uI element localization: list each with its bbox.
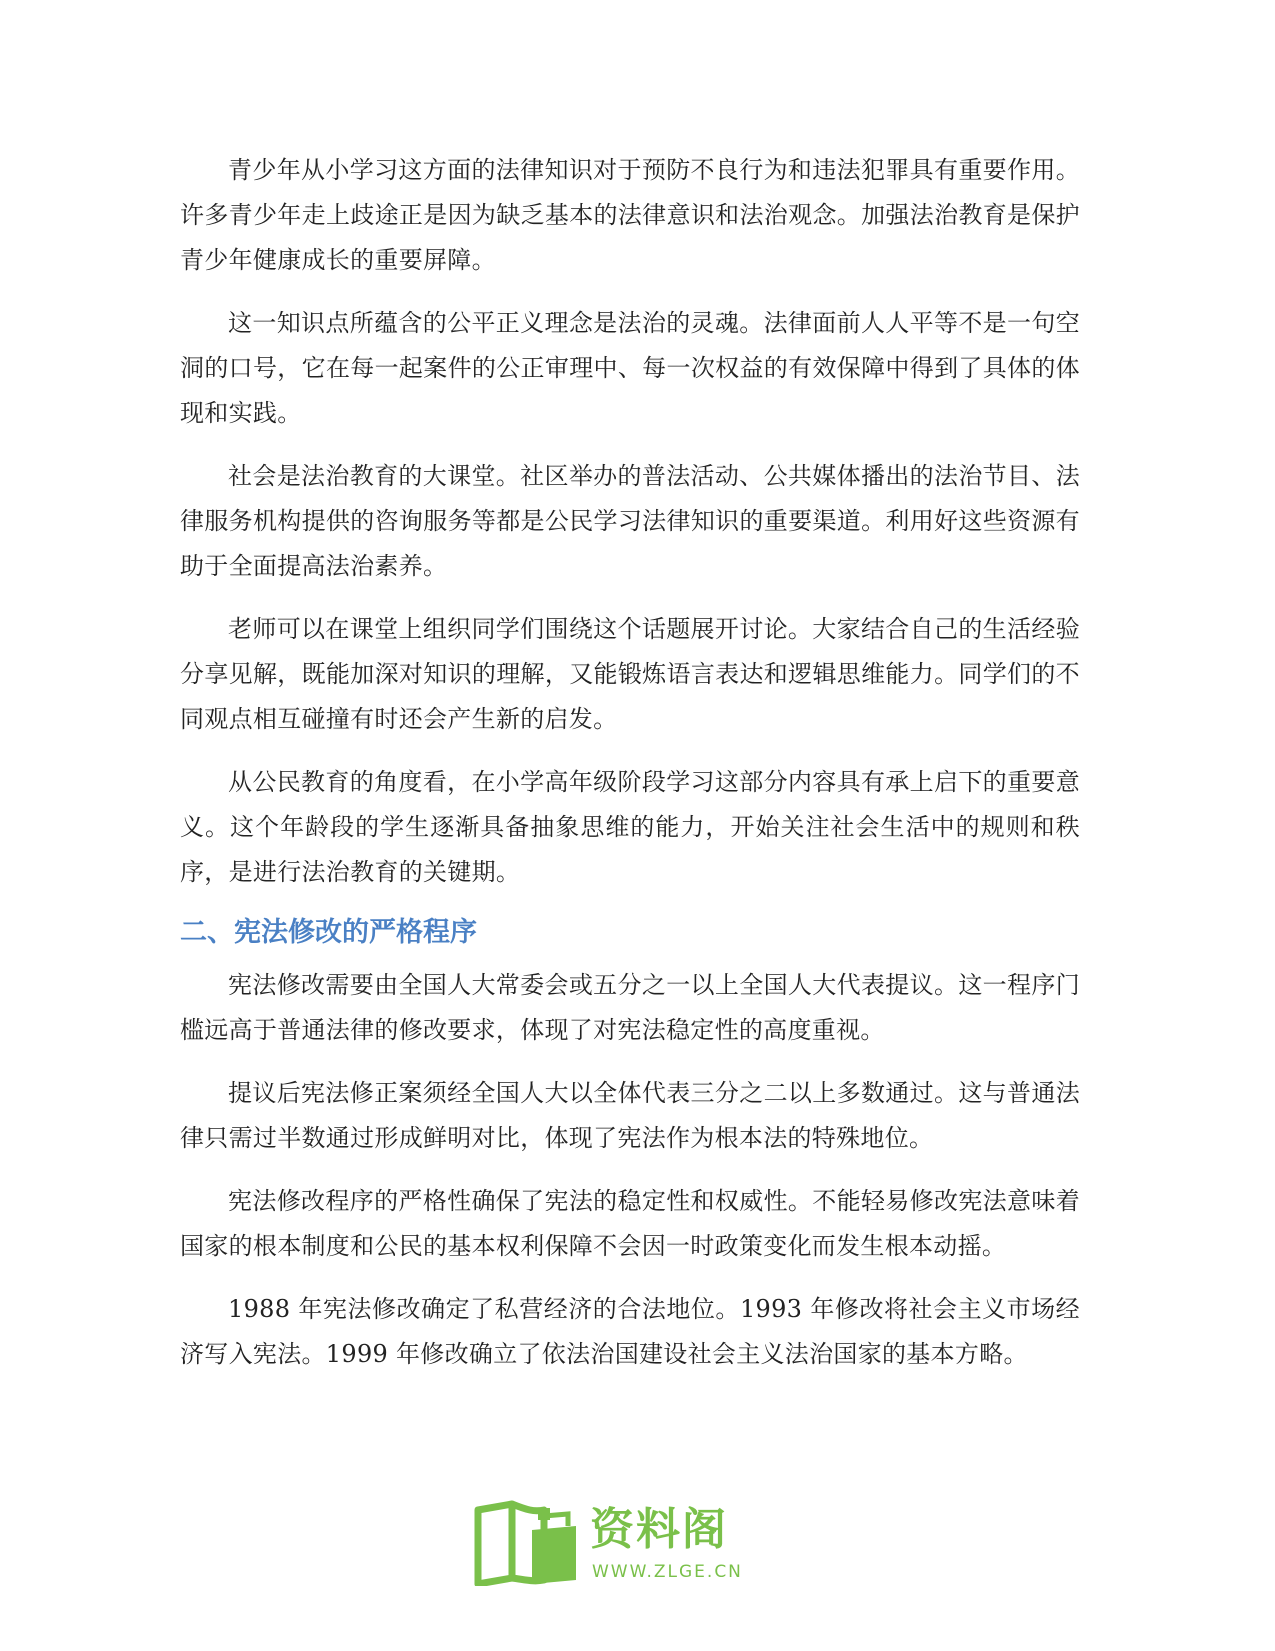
- logo-url: WWW.ZLGE.CN: [592, 1562, 743, 1582]
- paragraph: 提议后宪法修正案须经全国人大以全体代表三分之二以上多数通过。这与普通法律只需过半数通过形成鲜明对比，体现了宪法作为根本法的特殊地位。: [180, 1079, 1080, 1152]
- document-body: [180, 148, 1080, 1395]
- paragraph: 这一知识点所蕴含的公平正义理念是法治的灵魂。法律面前人人平等不是一句空洞的口号，它在每一起案件的公正审理中、每一次权益的有效保障中得到了具体的体现和实践。: [180, 309, 1080, 427]
- section-heading: 二、宪法修改的严格程序: [180, 917, 477, 948]
- paragraph: 宪法修改需要由全国人大常委会或五分之一以上全国人大代表提议。这一程序门槛远高于普通法律的修改要求，体现了对宪法稳定性的高度重视。: [180, 971, 1080, 1044]
- open-book-icon: [472, 1500, 584, 1586]
- paragraph: 1988 年宪法修改确定了私营经济的合法地位。1993 年修改将社会主义市场经济写入宪法。1999 年修改确立了依法治国建设社会主义法治国家的基本方略。: [180, 1295, 1080, 1368]
- paragraph: 老师可以在课堂上组织同学们围绕这个话题展开讨论。大家结合自己的生活经验分享见解，既能加深对知识的理解，又能锻炼语言表达和逻辑思维能力。同学们的不同观点相互碰撞有时还会产生新的启发。: [180, 615, 1080, 733]
- paragraph: 青少年从小学习这方面的法律知识对于预防不良行为和违法犯罪具有重要作用。许多青少年走上歧途正是因为缺乏基本的法律意识和法治观念。加强法治教育是保护青少年健康成长的重要屏障。: [180, 156, 1080, 274]
- paragraph: 宪法修改程序的严格性确保了宪法的稳定性和权威性。不能轻易修改宪法意味着国家的根本制度和公民的基本权利保障不会因一时政策变化而发生根本动摇。: [180, 1187, 1080, 1260]
- logo-name: 资料阁: [590, 1504, 728, 1555]
- paragraph: 从公民教育的角度看，在小学高年级阶段学习这部分内容具有承上启下的重要意义。这个年龄段的学生逐渐具备抽象思维的能力，开始关注社会生活中的规则和秩序，是进行法治教育的关键期。: [180, 768, 1080, 886]
- paragraph: 社会是法治教育的大课堂。社区举办的普法活动、公共媒体播出的法治节目、法律服务机构提供的咨询服务等都是公民学习法律知识的重要渠道。利用好这些资源有助于全面提高法治素养。: [180, 462, 1080, 580]
- site-logo: [472, 1500, 772, 1600]
